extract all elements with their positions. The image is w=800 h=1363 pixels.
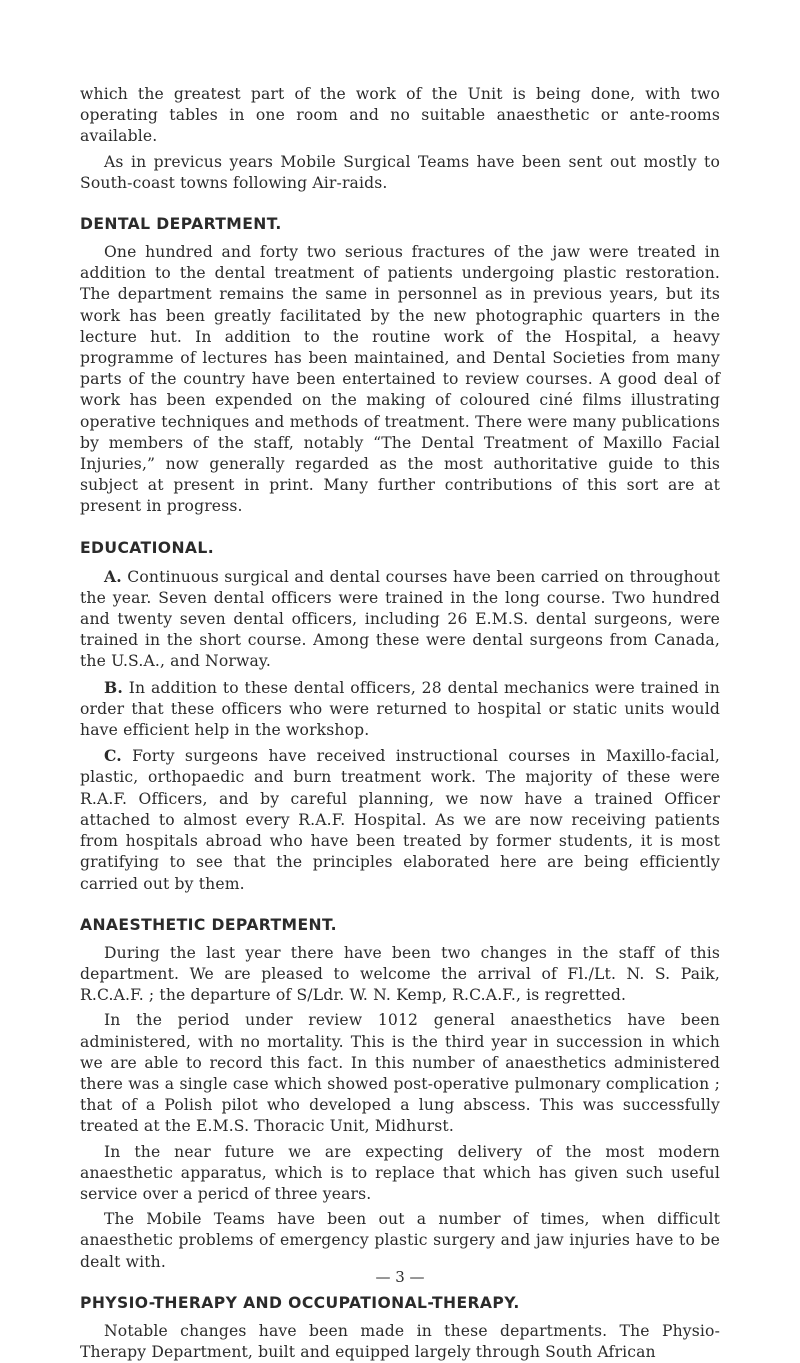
anaesthetic-paragraph-4: The Mobile Teams have been out a number of times, when difficult anaesthetic problems of emergency plastic surgery and jaw injuries have to be dealt with. (80, 1210, 720, 1271)
document-page (80, 84, 720, 1363)
item-b-text: In addition to these dental officers, 28 dental mechanics were trained in order that these officers who were returned to hospital or static units would have efficient help in the workshop. (80, 678, 721, 740)
educational-item-a (80, 566, 720, 673)
anaesthetic-paragraph-2: In the period under review 1012 general anaesthetics have been administered, with no mortality. This is the third year in succession in which we are able to record this fact. In this number of anaesthetics administered there was a single case which showed post-operative pulmonary complication ; that of a Polish pilot who developed a lung abscess. This was successfully treated at the E.M.S. Thoracic Unit, Midhurst. (80, 1011, 720, 1136)
anaesthetic-paragraph-3: In the near future we are expecting delivery of the most modern anaesthetic apparatus, which is to replace that which has given such useful service over a pericd of three years. (80, 1142, 720, 1203)
item-c-label: C. (104, 746, 122, 766)
item-a-label: A. (104, 566, 122, 586)
item-a-text: Continuous surgical and dental courses have been carried on throughout the year. Seven dental officers were trained in the long course. Two hundred and twenty seven dental officers, including 26 E.M.S. dental surgeons, were trained in the short course. Among these were dental surgeons from Canada, the U.S.A., and Norway. (80, 567, 721, 671)
educational-heading: EDUCATIONAL. (80, 538, 215, 557)
physio-therapy-heading: PHYSIO-THERAPY AND OCCUPATIONAL-THERAPY. (80, 1293, 520, 1312)
physio-paragraph: Notable changes have been made in these departments. The Physio-Therapy Department, built and equipped largely through South African (80, 1321, 720, 1361)
item-c-text: Forty surgeons have received instructional courses in Maxillo-facial, plastic, orthopaedic and burn treatment work. The majority of these were R.A.F. Officers, and by careful planning, we now have a trained Officer attached to almost every R.A.F. Hospital. As we are now receiving patients from hospitals abroad who have been treated by former students, it is most gratifying to see that the principles elaborated here are being efficiently carried out by them. (80, 747, 720, 893)
intro-paragraph-1: which the greatest part of the work of the Unit is being done, with two operating tables in one room and no suitable anaesthetic or ante-rooms available. (80, 85, 720, 146)
anaesthetic-paragraph-1: During the last year there have been two changes in the staff of this department. We are pleased to welcome the arrival of Fl./Lt. N. S. Paik, R.C.A.F. ; the departure of S/Ldr. W. N. Kemp, R.C.A.F., is regretted. (80, 943, 720, 1005)
educational-item-c (80, 745, 720, 894)
dental-paragraph: One hundred and forty two serious fractures of the jaw were treated in addition to the dental treatment of patients undergoing plastic restoration. The department remains the same in personnel as in previous years, but its work has been greatly facilitated by the new photographic quarters in the lecture hut. In addition to the routine work of the Hospital, a heavy programme of lectures has been maintained, and Dental Societies from many parts of the country have been entertained to review courses. A good deal of work has been expended on the making of coloured ciné films illustrating operative techniques and methods of treatment. There were many publications by members of the staff, notably “The Dental Treatment of Maxillo Facial Injuries,” now generally regarded as the most authoritative guide to this subject at present in print. Many further contributions of this sort are at present in progress. (80, 243, 720, 516)
item-b-label: B. (104, 677, 123, 697)
intro-paragraph-2: As in previcus years Mobile Surgical Teams have been sent out mostly to South-coast towns following Air-raids. (80, 152, 720, 192)
anaesthetic-department-heading: ANAESTHETIC DEPARTMENT. (80, 915, 337, 934)
educational-item-b (80, 677, 720, 742)
dental-department-heading: DENTAL DEPARTMENT. (80, 215, 282, 234)
page-number: — 3 — (375, 1268, 425, 1286)
